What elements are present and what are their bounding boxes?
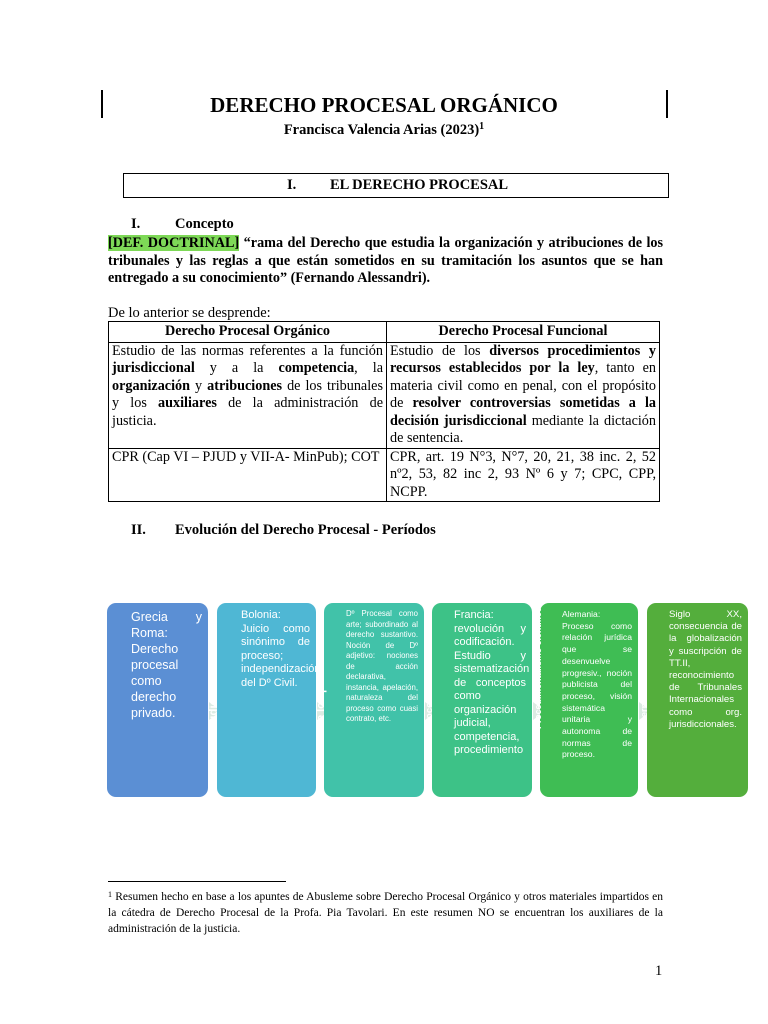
emphasis-text: organización — [112, 377, 191, 394]
cell-funcional-description — [387, 342, 660, 448]
period-name: Procedimentalismo científico — [533, 606, 543, 729]
body-text: de los tribunales y los — [112, 377, 383, 411]
comparison-table — [108, 321, 660, 502]
document-title: DERECHO PROCESAL ORGÁNICO — [210, 93, 558, 117]
period-name: Internacionalización del Dº — [639, 608, 650, 729]
footnote-separator — [108, 881, 286, 882]
concept-number: I. — [131, 216, 141, 232]
period-description: Bolonia: Juicio como sinónimo de proceso; independización del Dº Civil. — [241, 609, 321, 689]
period-name-bar — [533, 603, 560, 797]
table-row — [109, 342, 660, 448]
footnote-text: Resumen hecho en base a los apuntes de Abusleme sobre Derecho Procesal Orgánico y otros materiales impartidos en la cátedra de Derecho Procesal de la Profa. Pia Tavolari. En este resumen NO se encuentran los auxiliares de la administración de la justicia. — [108, 891, 663, 935]
body-text: , tanto en materia civil como en penal, con el propósito de — [390, 360, 656, 411]
cell-organico-description — [109, 342, 387, 448]
page-number: 1 — [655, 963, 663, 979]
period-description: Francia: revolución y codificación. Estudio y sistematización de conceptos como organización judicial, competencia, procedimiento — [454, 609, 530, 756]
body-text: y a la — [194, 360, 279, 376]
period-name-bar — [639, 603, 667, 797]
period-box — [639, 603, 748, 797]
section-title: EL DERECHO PROCESAL — [330, 177, 509, 193]
period-name-bar — [208, 603, 237, 797]
concept-title: Concepto — [175, 216, 234, 232]
period-box — [96, 603, 208, 797]
footnote — [108, 887, 663, 937]
definition-tag: [DEF. DOCTRINAL] — [108, 235, 240, 251]
period-box — [424, 603, 532, 797]
author-name: Francisca Valencia Arias (2023) — [283, 122, 480, 138]
body-text: de la administración de justicia. — [112, 395, 383, 429]
definition-text: “rama del Derecho que estudia la organización y atribuciones de los tribunales y las reglas a que están sometidos en su tramitación los asuntos que se han entregado a su conocimiento” (Fernando Alessandri). — [108, 235, 664, 286]
body-text: , la — [354, 360, 383, 376]
doctrinal-definition — [108, 235, 663, 288]
period-description: Alemania: Proceso como relación jurídica que se desenvuelve progresiv., noción publicista del proceso, visión sistemática unitaria y autonoma de normas de proceso. — [562, 609, 632, 760]
body-text: Estudio de los — [390, 342, 490, 359]
body-text: y — [190, 377, 208, 394]
emphasis-text: atribuciones — [207, 377, 283, 394]
emphasis-text: competencia — [278, 360, 355, 376]
evolution-title: Evolución del Derecho Procesal - Períodos — [175, 522, 436, 538]
period-box — [533, 603, 638, 797]
emphasis-text: diversos procedimientos y recursos establecidos por la ley — [390, 342, 656, 376]
footnote-ref: 1 — [108, 890, 112, 899]
emphasis-text: jurisdiccional — [112, 360, 195, 376]
header-funcional: Derecho Procesal Funcional — [387, 322, 660, 343]
period-description: Siglo XX, consecuencia de la globalización y suscripción de TT.II, reconocimiento de Tribunales Internacionales como org. jurisdiccionales. — [669, 609, 742, 730]
document-author — [0, 121, 768, 139]
period-name-bar — [315, 603, 344, 797]
period-box — [315, 603, 424, 797]
header-organico: Derecho Procesal Orgánico — [109, 322, 387, 343]
table-row — [109, 448, 660, 502]
table-header-row — [109, 322, 660, 343]
period-description: Grecia y Roma: Derecho procesal como derecho privado. — [131, 610, 202, 720]
periods-diagram — [96, 603, 749, 801]
period-name: De los prácticos — [315, 644, 327, 729]
section-number: I. — [287, 177, 297, 193]
cell-organico-sources: CPR (Cap VI – PJUD y VII-A- MinPub); COT — [109, 448, 387, 502]
author-footnote-ref: 1 — [479, 121, 485, 132]
cell-funcional-sources: CPR, art. 19 N°3, N°7, 20, 21, 38 inc. 2, 52 nº2, 53, 82 inc 2, 93 Nº 6 y 7; CPC, CPP, NCPP. — [387, 448, 660, 502]
body-text: mediante la dictación de sentencia. — [390, 412, 656, 446]
period-description: Dº Procesal como arte; subordinado al derecho sustantivo. Noción de Dº adjetivo: nociones de acción declarativa, instancia, apelación, naturaleza del proceso como cuasi contrato, etc. — [346, 609, 418, 723]
period-name: Procedimentalismo — [424, 641, 435, 729]
period-name: Judicialista — [208, 666, 220, 729]
period-name-bar — [96, 603, 127, 797]
evolution-number: II. — [131, 522, 146, 538]
emphasis-text: auxiliares — [158, 395, 217, 411]
lead-text: De lo anterior se desprende: — [108, 305, 271, 321]
section-heading-box — [123, 173, 669, 198]
period-name-bar — [424, 603, 452, 797]
period-name: Primitivo — [96, 677, 110, 729]
body-text: Estudio de las normas referentes a la función — [112, 342, 383, 359]
emphasis-text: resolver controversias sometidas a la decisión jurisdiccional — [390, 395, 656, 429]
